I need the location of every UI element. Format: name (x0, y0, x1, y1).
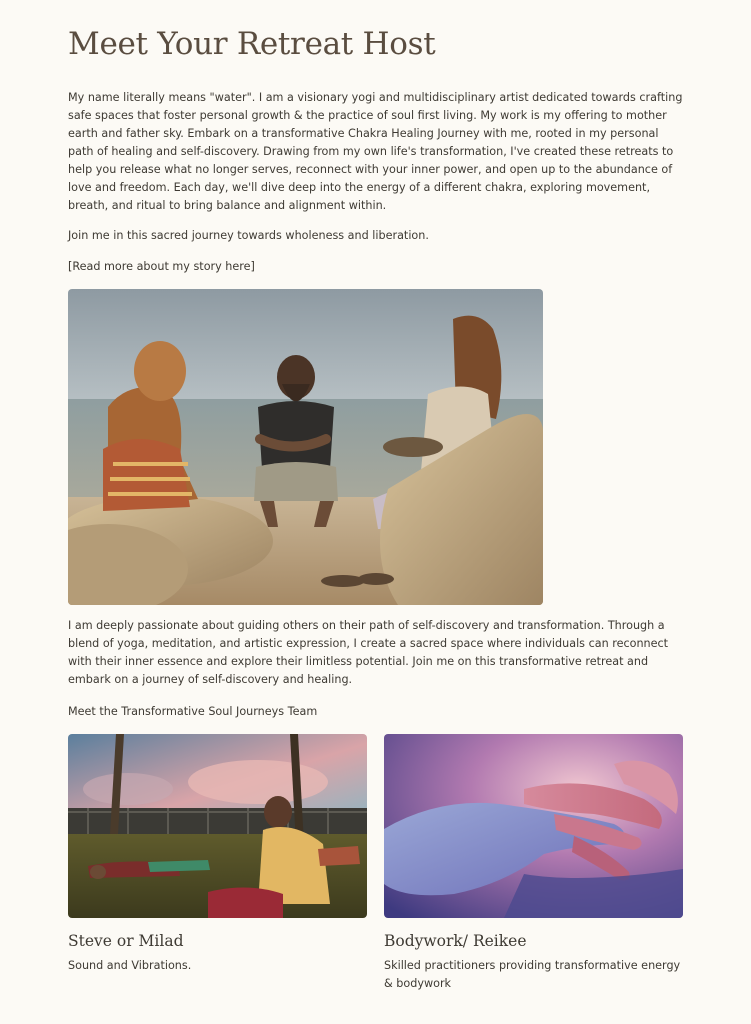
team-member-photo-sound (68, 734, 367, 918)
read-more-paragraph (68, 258, 684, 276)
team-member-description-bodywork: Skilled practitioners providing transformative energy & bodywork (384, 959, 681, 990)
team-member-name-sound: Steve or Milad (68, 932, 184, 950)
host-intro-paragraph: My name literally means "water". I am a visionary yogi and multidisciplinary artist dedicated towards crafting safe spaces that foster personal growth & the practice of soul first living. My work is my offering to mother earth and father sky. Embark on a transformative Chakra Healing Journey with me, rooted in my personal path of healing and self-discovery. Drawing from my own life's transformation, I've created these retreats to help you release what no longer serves, reconnect with your inner power, and open up to the abundance of love and freedom. Each day, we'll dive deep into the energy of a different chakra, exploring movement, breath, and ritual to bring balance and alignment within. (68, 91, 683, 212)
page-title: Meet Your Retreat Host (68, 26, 436, 62)
host-passion-paragraph: I am deeply passionate about guiding others on their path of self-discovery and transformation. Through a blend of yoga, meditation, and artistic expression, I create a sacred space where individuals can reconnect with their inner essence and explore their limitless potential. Join me on this transformative retreat and embark on a journey of self-discovery and healing. (68, 619, 669, 686)
invitation-paragraph: Join me in this sacred journey towards wholeness and liberation. (68, 229, 429, 242)
reiki-hands-image (384, 734, 683, 918)
sound-healing-session-image (68, 734, 367, 918)
host-hero-photo (68, 289, 543, 605)
host-with-guests-beach-image (68, 289, 543, 605)
team-heading: Meet the Transformative Soul Journeys Team (68, 705, 318, 718)
team-member-photo-bodywork (384, 734, 683, 918)
read-more-link[interactable]: [Read more about my story here] (68, 260, 255, 273)
team-member-name-bodywork: Bodywork/ Reikee (384, 932, 527, 950)
team-member-description-sound: Sound and Vibrations. (68, 959, 192, 972)
